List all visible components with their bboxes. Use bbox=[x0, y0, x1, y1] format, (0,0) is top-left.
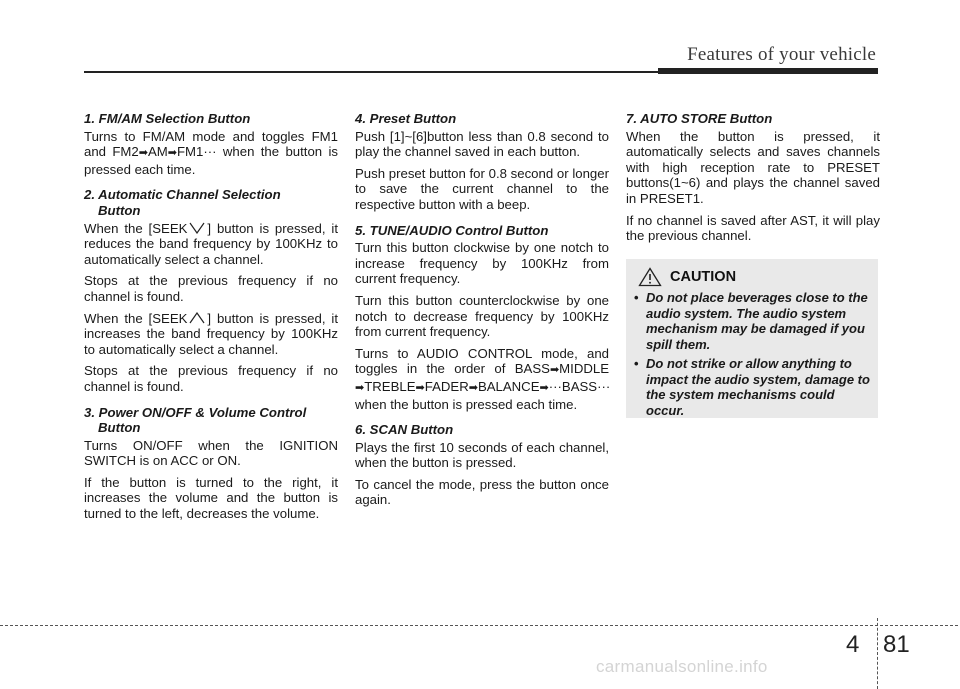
page-header-title: Features of your vehicle bbox=[687, 44, 876, 65]
section-title-auto-store: 7. AUTO STORE Button bbox=[626, 111, 773, 126]
chevron-down-icon bbox=[187, 222, 207, 234]
paragraph-power: Turns ON/OFF when the IGNITION SWITCH is on ACC or ON. bbox=[84, 437, 338, 469]
arrow-icon: ➡ bbox=[415, 381, 425, 394]
paragraph-preset-2: Push preset button for 0.8 second or longer to save the current channel to the respective button with a beep. bbox=[355, 165, 609, 212]
paragraph-audio-control: Turns to AUDIO CONTROL mode, and toggles in the order of BASS➡MIDDLE ➡TREBLE➡FADER➡BALANCE➡···BASS··· when the button is pressed each time. bbox=[355, 345, 611, 412]
arrow-icon: ➡ bbox=[539, 381, 549, 394]
caution-item: • Do not place beverages close to the audio system. The audio system mechanism may be damaged if you spill them. bbox=[634, 290, 870, 352]
paragraph-scan-2: To cancel the mode, press the button once again. bbox=[355, 476, 609, 508]
caution-title: CAUTION bbox=[670, 269, 737, 285]
paragraph-seek-up: When the [SEEK ] button is pressed, it increases the band frequency by 100KHz to automatically select a channel. bbox=[84, 310, 338, 357]
caution-header bbox=[638, 267, 736, 287]
paragraph-fm-am: Turns to FM/AM mode and toggles FM1 and FM2➡AM➡FM1··· when the button is pressed each time. bbox=[84, 128, 338, 177]
column-1 bbox=[84, 111, 338, 528]
header-rule-accent bbox=[658, 68, 878, 74]
paragraph-auto-store-2: If no channel is saved after AST, it will play the previous channel. bbox=[626, 212, 880, 244]
arrow-icon: ➡ bbox=[468, 381, 478, 394]
arrow-icon: ➡ bbox=[138, 147, 148, 160]
paragraph-tune-ccw: Turn this button counterclockwise by one notch to decrease frequency by 100KHz from current frequency. bbox=[355, 292, 609, 340]
section-title-preset: 4. Preset Button bbox=[355, 111, 457, 126]
arrow-icon: ➡ bbox=[549, 364, 560, 377]
watermark: carmanualsonline.info bbox=[596, 657, 768, 676]
paragraph-preset-1: Push [1]~[6]button less than 0.8 second to play the channel saved in each button. bbox=[355, 128, 609, 160]
caution-box bbox=[626, 259, 878, 418]
paragraph-tune-cw: Turn this button clockwise by one notch to increase frequency by 100KHz from current frequency. bbox=[355, 240, 609, 287]
arrow-icon: ➡ bbox=[167, 147, 177, 160]
section-title-power-volume: 3. Power ON/OFF & Volume Control Button bbox=[84, 404, 307, 436]
caution-item: • Do not strike or allow anything to impact the audio system, damage to the system mechanisms could occur. bbox=[634, 356, 870, 418]
section-title-tune-audio: 5. TUNE/AUDIO Control Button bbox=[355, 222, 549, 238]
paragraph-volume: If the button is turned to the right, it increases the volume and the button is turned to the left, decreases the volume. bbox=[84, 474, 338, 522]
warning-triangle-icon bbox=[638, 267, 662, 287]
paragraph-auto-store-1: When the button is pressed, it automatically selects and saves channels with high reception rate to PRESET buttons(1~6) and plays the channel saved in PRESET1. bbox=[626, 128, 880, 206]
section-title-auto-channel: 2. Automatic Channel Selection Button bbox=[84, 187, 281, 218]
arrow-icon: ➡ bbox=[355, 381, 365, 394]
paragraph-seek-stop-1: Stops at the previous frequency if no channel is found. bbox=[84, 273, 338, 304]
paragraph-seek-stop-2: Stops at the previous frequency if no channel is found. bbox=[84, 363, 338, 394]
paragraph-seek-down: When the [SEEK ] button is pressed, it reduces the band frequency by 100KHz to automatically select a channel. bbox=[84, 220, 338, 267]
caution-list bbox=[634, 290, 870, 422]
footer-rule bbox=[0, 625, 958, 626]
chapter-number: 4 bbox=[846, 631, 860, 658]
chevron-up-icon bbox=[187, 312, 207, 324]
column-3 bbox=[626, 111, 880, 250]
section-title-scan: 6. SCAN Button bbox=[355, 422, 454, 438]
column-2 bbox=[355, 111, 609, 514]
section-title-fm-am: 1. FM/AM Selection Button bbox=[84, 111, 251, 126]
page-number: 81 bbox=[883, 631, 910, 658]
paragraph-scan-1: Plays the first 10 seconds of each channel, when the button is pressed. bbox=[355, 439, 609, 471]
footer-divider bbox=[877, 618, 878, 689]
